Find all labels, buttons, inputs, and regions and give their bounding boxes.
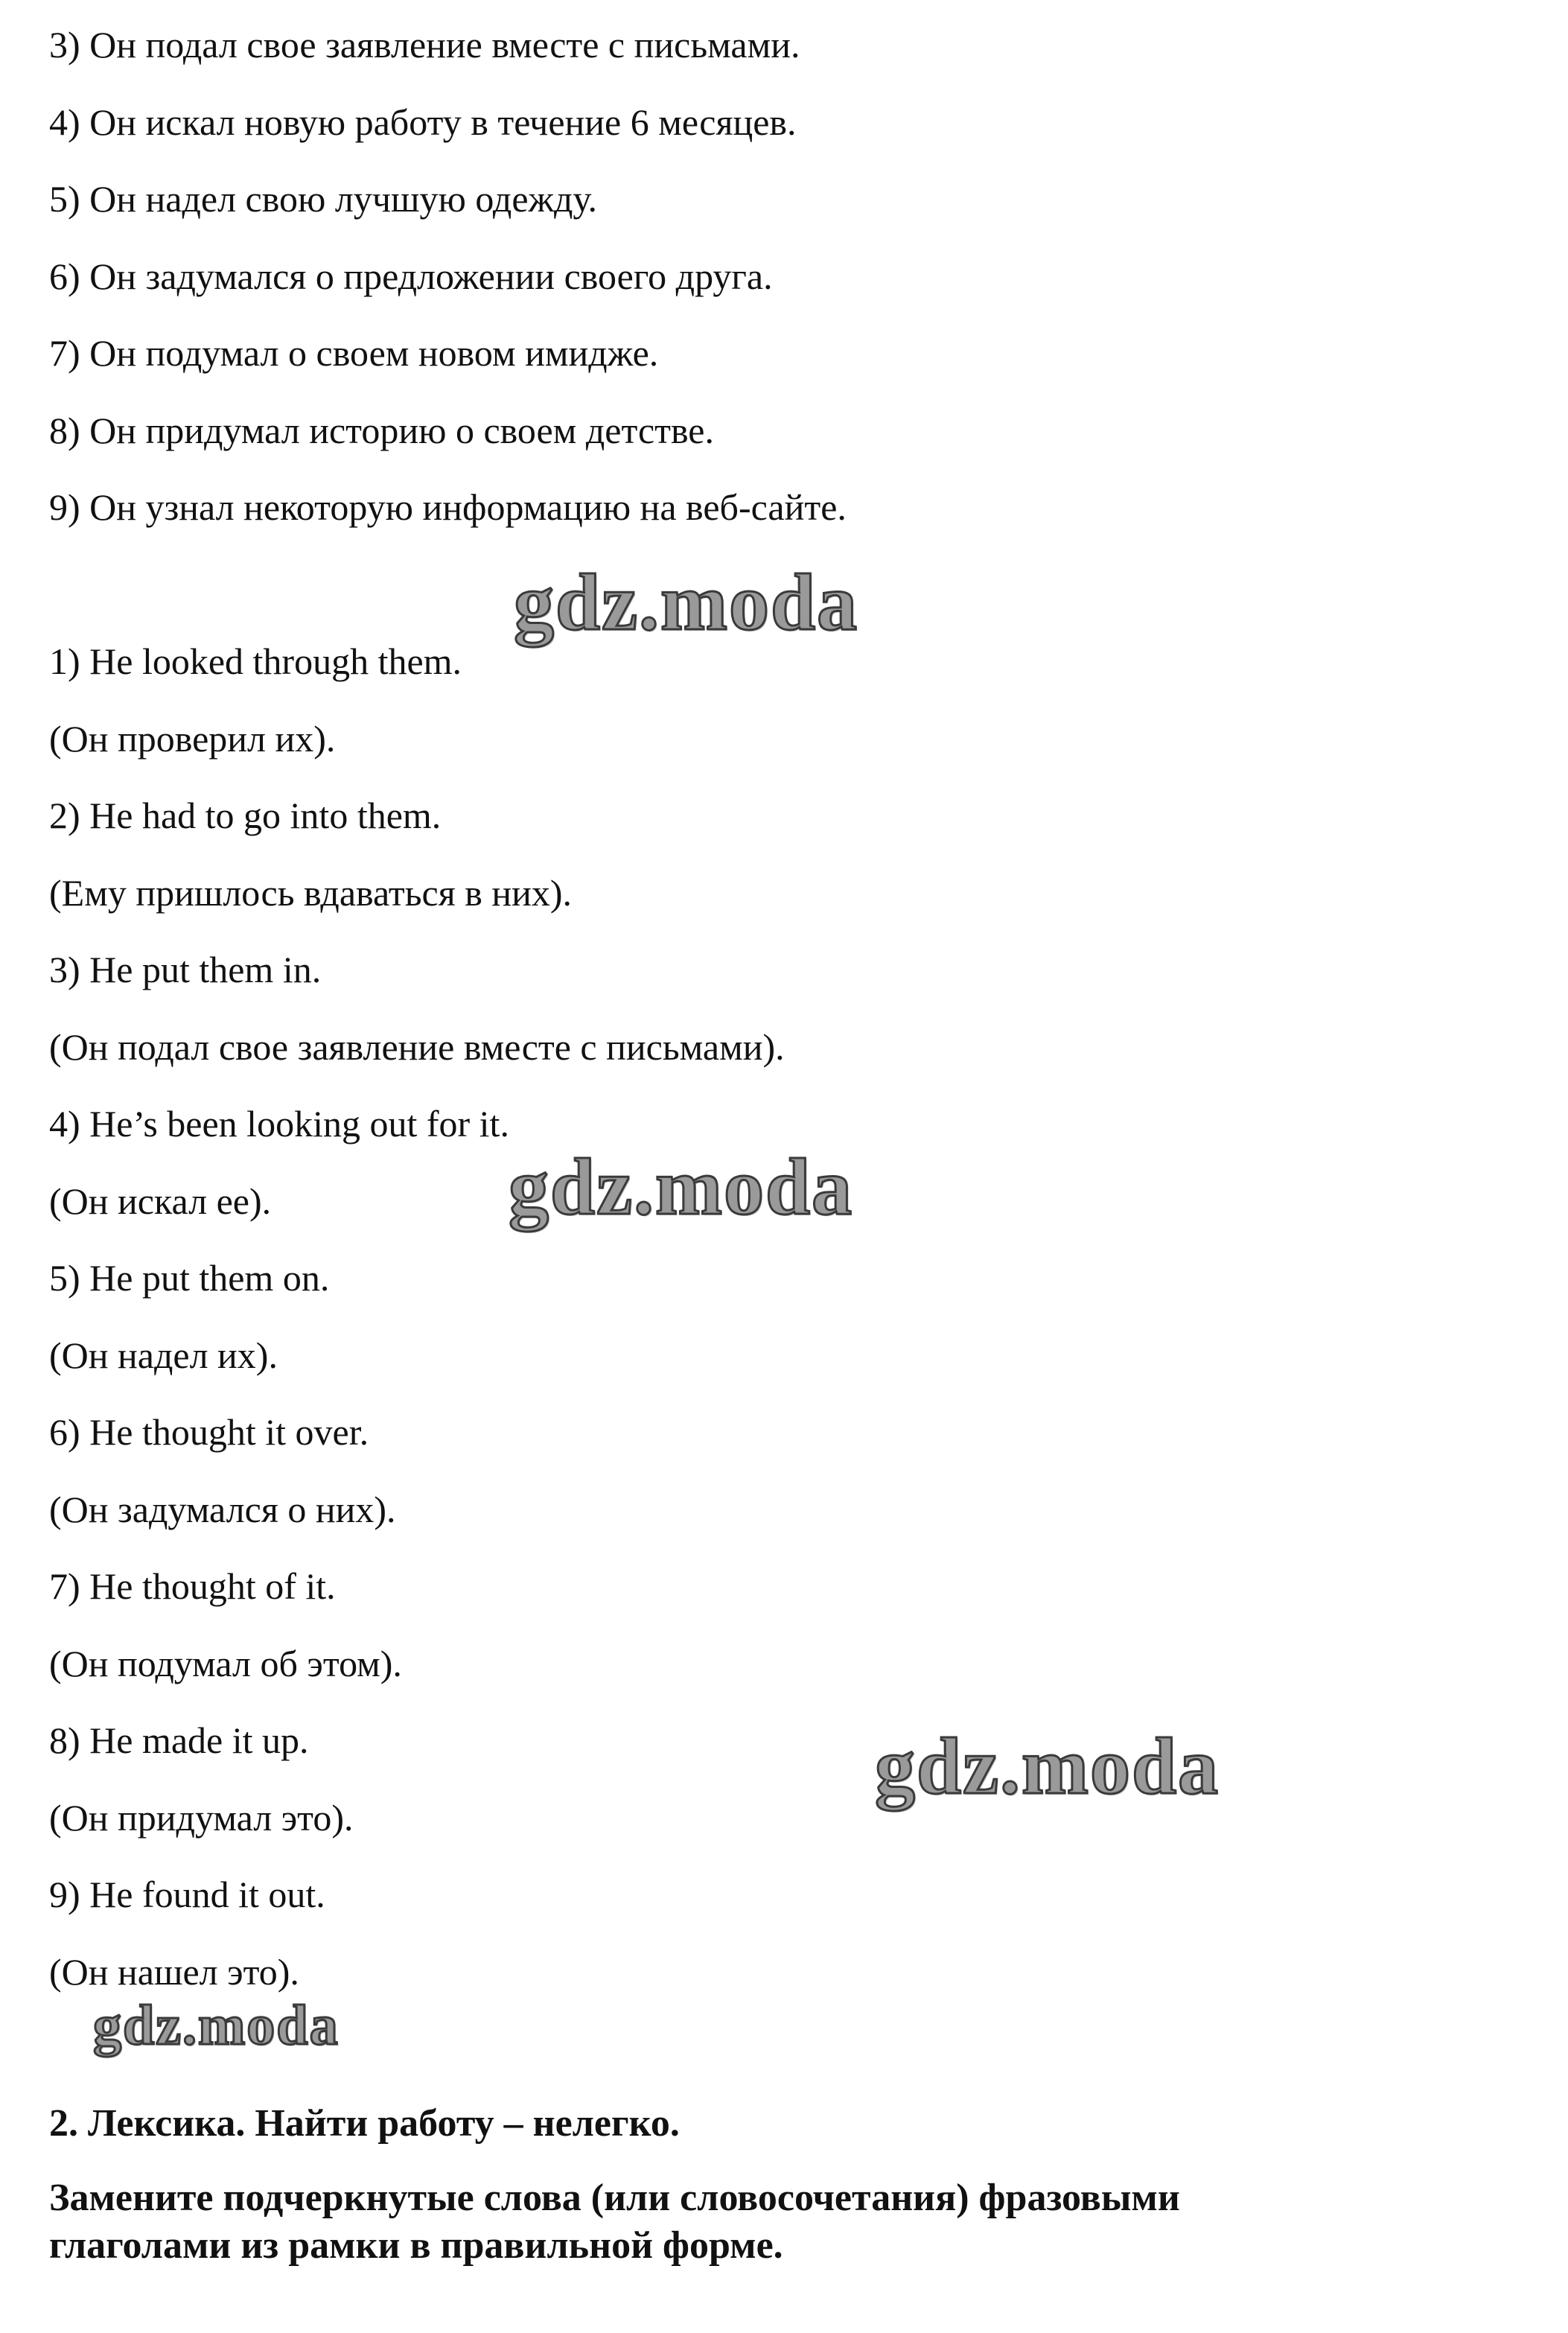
answer-4-ru: (Он искал ее). — [49, 1180, 272, 1222]
answer-1-ru: (Он проверил их). — [49, 718, 336, 760]
watermark-logo-3: gdz.moda — [875, 1722, 1220, 1811]
watermark-logo-4: gdz.moda — [93, 1994, 340, 2057]
ru-sentence-9: 9) Он узнал некоторую информацию на веб-сайте. — [49, 486, 847, 528]
watermark-logo-2: gdz.moda — [509, 1143, 854, 1232]
answer-5-ru: (Он надел их). — [49, 1334, 278, 1376]
answer-3-ru: (Он подал свое заявление вместе с письмами). — [49, 1026, 785, 1068]
answer-8-ru: (Он придумал это). — [49, 1797, 354, 1839]
section-instruction-line1: Замените подчеркнутые слова (или словосочетания) фразовыми — [49, 2177, 1180, 2219]
answer-1-en: 1) He looked through them. — [49, 640, 462, 682]
answer-6-en: 6) He thought it over. — [49, 1411, 369, 1453]
answer-2-en: 2) He had to go into them. — [49, 795, 442, 836]
ru-sentence-4: 4) Он искал новую работу в течение 6 месяцев. — [49, 101, 797, 143]
answer-2-ru: (Ему пришлось вдаваться в них). — [49, 872, 573, 914]
answer-9-ru: (Он нашел это). — [49, 1951, 299, 1993]
answer-8-en: 8) He made it up. — [49, 1719, 309, 1761]
ru-sentence-7: 7) Он подумал о своем новом имидже. — [49, 332, 659, 374]
ru-sentence-8: 8) Он придумал историю о своем детстве. — [49, 410, 714, 451]
watermark-logo-1: gdz.moda — [514, 558, 859, 647]
ru-sentence-6: 6) Он задумался о предложении своего друга. — [49, 255, 773, 297]
answer-4-en: 4) He’s been looking out for it. — [49, 1103, 509, 1145]
answer-9-en: 9) He found it out. — [49, 1874, 325, 1915]
section-heading: 2. Лексика. Найти работу – нелегко. — [49, 2102, 680, 2145]
ru-sentence-5: 5) Он надел свою лучшую одежду. — [49, 178, 597, 220]
section-instruction-line2: глаголами из рамки в правильной форме. — [49, 2224, 783, 2267]
answer-3-en: 3) He put them in. — [49, 949, 322, 990]
ru-sentence-3: 3) Он подал свое заявление вместе с письмами. — [49, 24, 800, 66]
answer-7-en: 7) He thought of it. — [49, 1565, 336, 1607]
answer-6-ru: (Он задумался о них). — [49, 1489, 396, 1530]
answer-7-ru: (Он подумал об этом). — [49, 1643, 402, 1684]
answer-5-en: 5) He put them on. — [49, 1257, 330, 1299]
